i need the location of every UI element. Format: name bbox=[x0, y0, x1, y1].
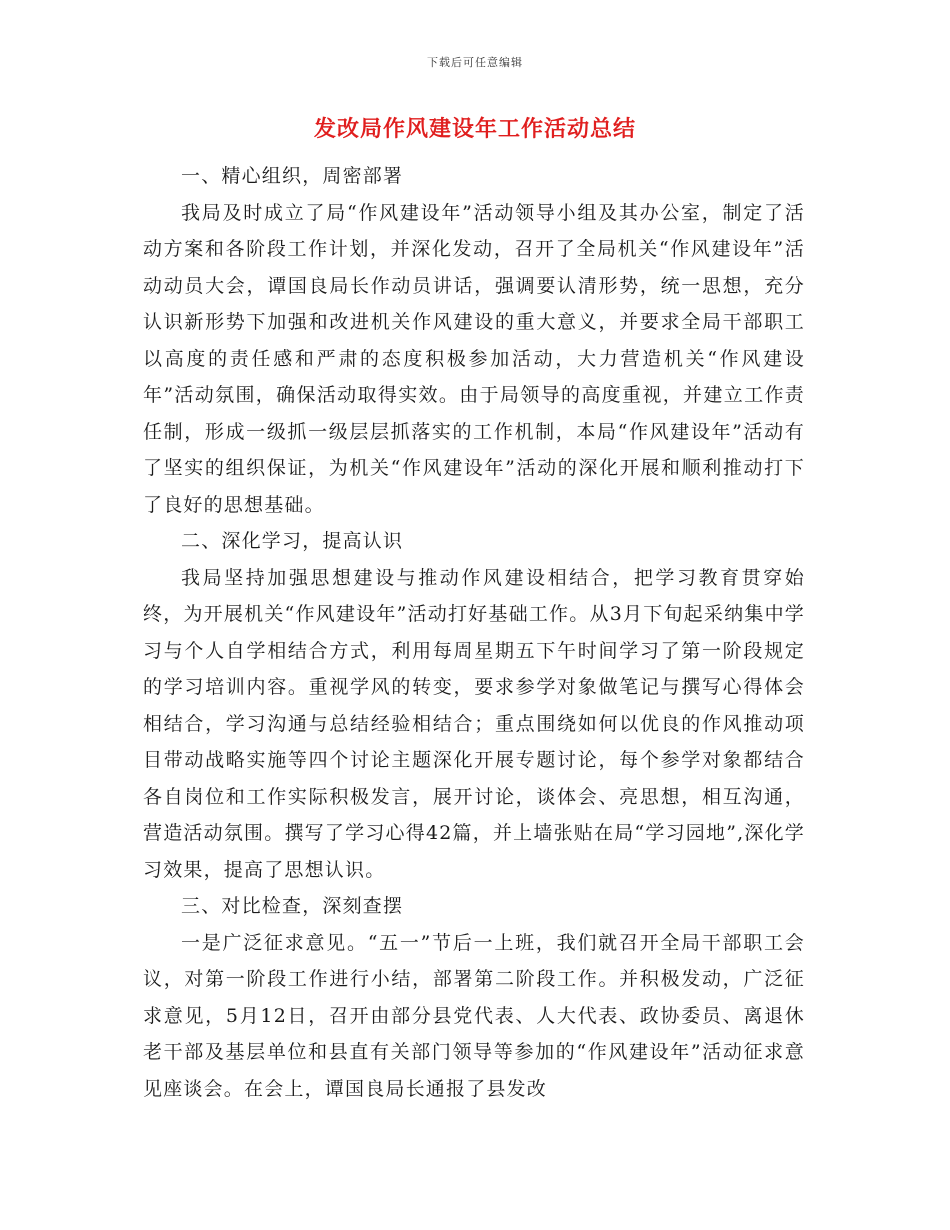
section-heading-3: 三、对比检查，深刻查摆 bbox=[181, 895, 404, 917]
section-heading-2: 二、深化学习，提高认识 bbox=[181, 530, 404, 552]
header-note: 下载后可任意编辑 bbox=[427, 56, 523, 69]
section-paragraph-1: 我局及时成立了局“作风建设年”活动领导小组及其办公室，制定了活动方案和各阶段工作计划，并深化发动，召开了全局机关“作风建设年”活动动员大会，谭国良局长作动员讲话，强调要认清形势，统一思想，充分认识新形势下加强和改进机关作风建设的重大意义，并要求全局干部职工以高度的责任感和严肃的态度积极参加活动，大力营造机关“作风建设年”活动氛围，确保活动取得实效。由于局领导的高度重视，并建立工作责任制，形成一级抓一级层层抓落实的工作机制，本局“作风建设年”活动有了坚实的组织保证，为机关“作风建设年”活动的深化开展和顺利推动打下了良好的思想基础。 bbox=[143, 201, 805, 516]
section-heading-1: 一、精心组织，周密部署 bbox=[181, 165, 404, 187]
section-paragraph-3: 一是广泛征求意见。“五一”节后一上班，我们就召开全局干部职工会议，对第一阶段工作进行小结，部署第二阶段工作。并积极发动，广泛征求意见，5月12日，召开由部分县党代表、人大代表、政协委员、离退休老干部及基层单位和县直有关部门领导等参加的“作风建设年”活动征求意见座谈会。在会上，谭国良局长通报了县发改 bbox=[143, 931, 805, 1100]
document-body bbox=[143, 158, 805, 1107]
document-title: 发改局作风建设年工作活动总结 bbox=[313, 116, 636, 142]
section-paragraph-2: 我局坚持加强思想建设与推动作风建设相结合，把学习教育贯穿始终，为开展机关“作风建设年”活动打好基础工作。从3月下旬起采纳集中学习与个人自学相结合方式，利用每周星期五下午时间学习了第一阶段规定的学习培训内容。重视学风的转变，要求参学对象做笔记与撰写心得体会相结合，学习沟通与总结经验相结合；重点围绕如何以优良的作风推动项目带动战略实施等四个讨论主题深化开展专题讨论，每个参学对象都结合各自岗位和工作实际积极发言，展开讨论，谈体会、亮思想，相互沟通，营造活动氛围。撰写了学习心得42篇，并上墙张贴在局“学习园地”,深化学习效果，提高了思想认识。 bbox=[143, 566, 805, 881]
